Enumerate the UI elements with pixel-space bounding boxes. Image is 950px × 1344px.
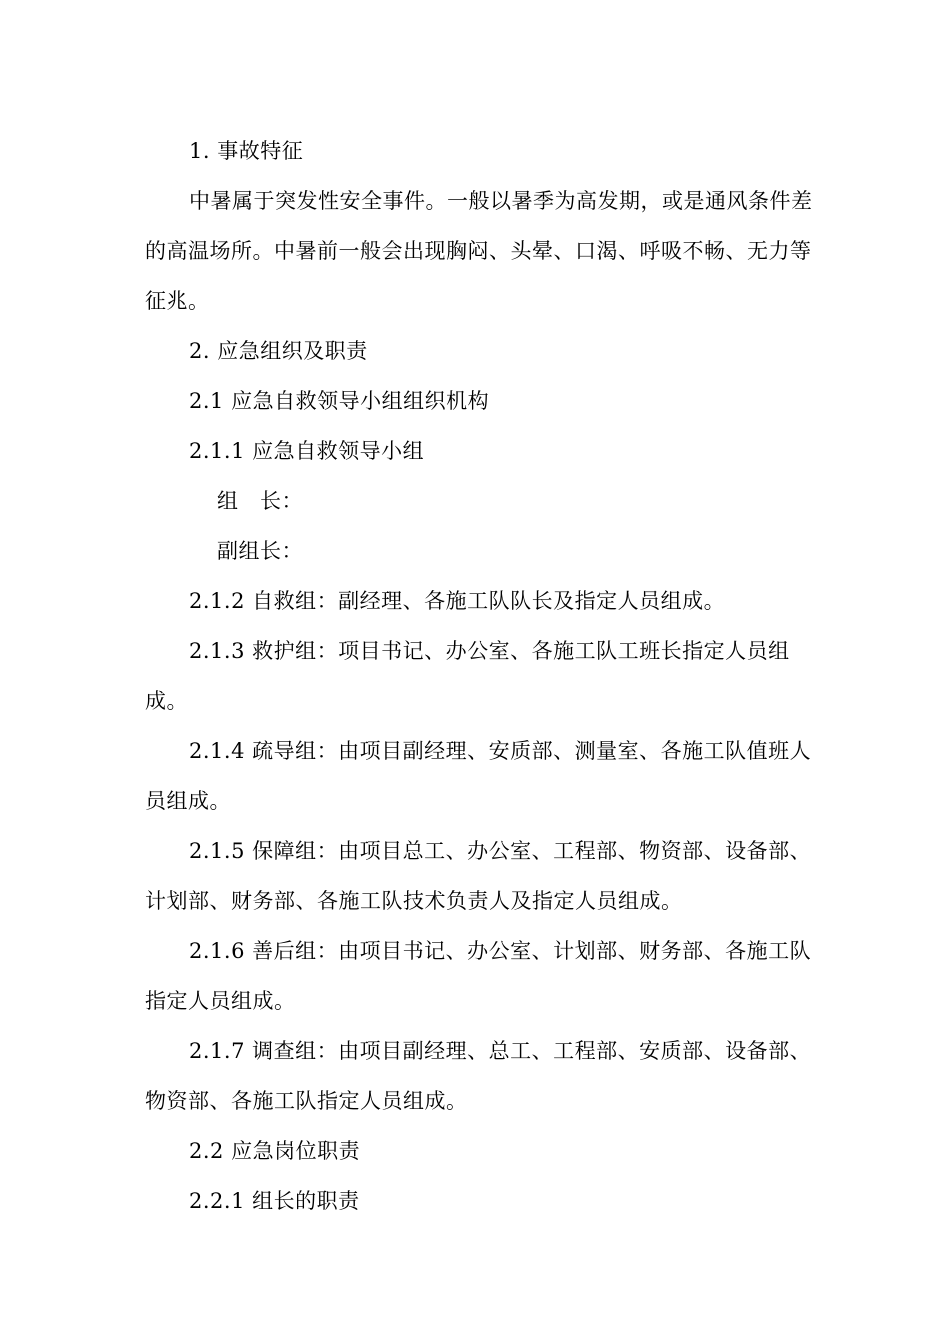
paragraph-aftermath-team: 2.1.6 善后组：由项目书记、办公室、计划部、财务部、各施工队指定人员组成。 xyxy=(145,939,812,1013)
heading-accident-features: 1. 事故特征 xyxy=(189,139,304,163)
heading-emergency-duties: 2.2 应急岗位职责 xyxy=(189,1139,361,1163)
paragraph-support-team: 2.1.5 保障组：由项目总工、办公室、工程部、物资部、设备部、计划部、财务部、各施工队技术负责人及指定人员组成。 xyxy=(145,839,812,913)
paragraph-heatstroke-description: 中暑属于突发性安全事件。一般以暑季为高发期，或是通风条件差的高温场所。中暑前一般会出现胸闷、头晕、口渴、呼吸不畅、无力等征兆。 xyxy=(145,189,813,313)
field-group-leader: 组 长： xyxy=(217,489,303,513)
heading-leadership-structure: 2.1 应急自救领导小组组织机构 xyxy=(189,389,490,413)
document-body xyxy=(145,126,825,1226)
field-deputy-leader: 副组长： xyxy=(217,539,303,563)
heading-emergency-organization: 2. 应急组织及职责 xyxy=(189,339,368,363)
heading-leader-duties: 2.2.1 组长的职责 xyxy=(189,1189,360,1213)
heading-self-rescue-group: 2.1.1 应急自救领导小组 xyxy=(189,439,425,463)
paragraph-evacuation-team: 2.1.4 疏导组：由项目副经理、安质部、测量室、各施工队值班人员组成。 xyxy=(145,739,812,813)
paragraph-investigation-team: 2.1.7 调查组：由项目副经理、总工、工程部、安质部、设备部、物资部、各施工队指定人员组成。 xyxy=(145,1039,812,1113)
paragraph-rescue-team: 2.1.3 救护组：项目书记、办公室、各施工队工班长指定人员组成。 xyxy=(145,639,790,713)
paragraph-self-rescue-team: 2.1.2 自救组：副经理、各施工队队长及指定人员组成。 xyxy=(189,589,726,613)
